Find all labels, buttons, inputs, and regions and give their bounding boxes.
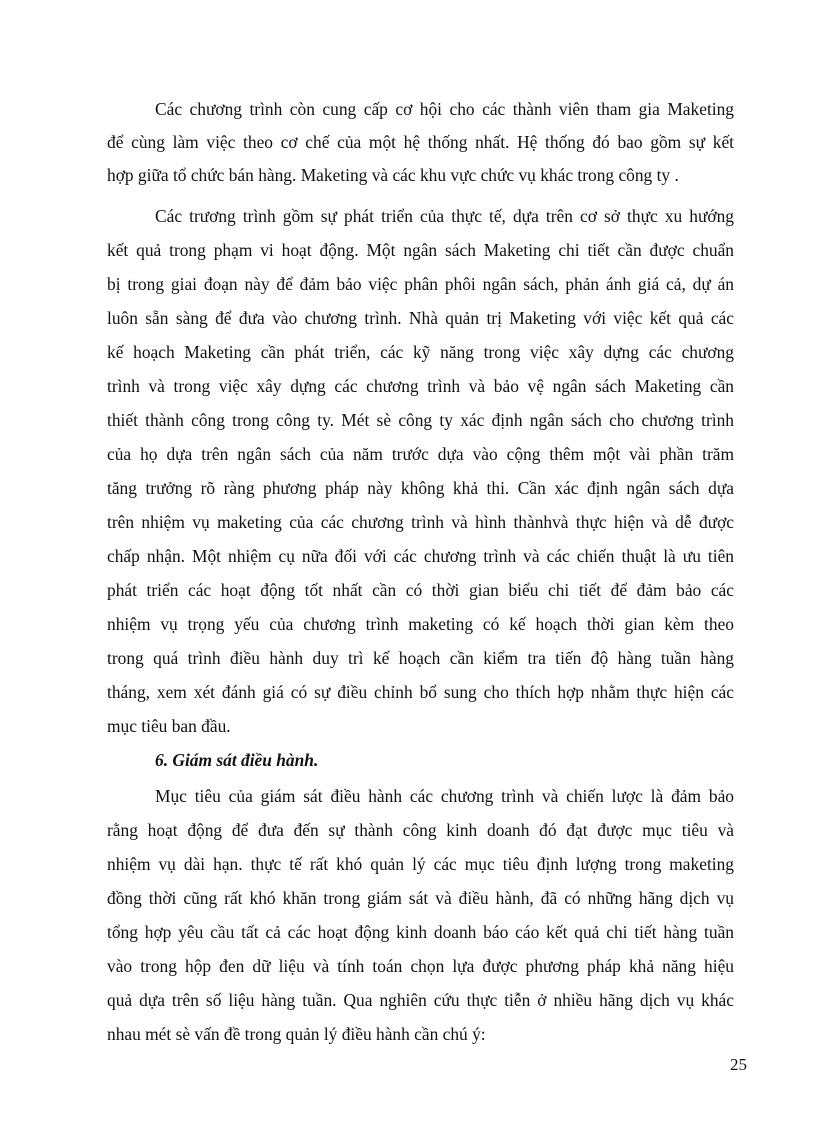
paragraph-3-line-7: quả dựa trên số liệu hàng tuần. Qua nghiên cứu thực tiễn ở nhiều hãng dịch vụ khác (107, 990, 734, 1010)
paragraph-3-line-3: nhiệm vụ dài hạn. thực tế rất khó quản lý các mục tiêu định lượng trong maketing (107, 854, 734, 874)
paragraph-1-line-3: hợp giữa tổ chức bán hàng. Maketing và các khu vực chức vụ khác trong công ty . (107, 165, 679, 185)
paragraph-2-line-14: trong quá trình điều hành duy trì kế hoạch cần kiểm tra tiến độ hàng tuần hàng (107, 648, 734, 668)
paragraph-1-line-2: để cùng làm việc theo cơ chế của một hệ thống nhất. Hệ thống đó bao gồm sự kết (107, 132, 734, 152)
paragraph-2-line-15: tháng, xem xét đánh giá có sự điều chỉnh bổ sung cho thích hợp nhằm thực hiện các (107, 682, 734, 702)
paragraph-2-line-4: luôn sẵn sàng để đưa vào chương trình. Nhà quản trị Maketing với việc kết quả các (107, 308, 734, 328)
paragraph-2-line-7: thiết thành công trong công ty. Mét sè công ty xác định ngân sách cho chương trình (107, 410, 734, 430)
paragraph-2-line-5: kế hoạch Maketing cần phát triển, các kỹ năng trong việc xây dựng các chương (107, 342, 734, 362)
paragraph-2-line-11: chấp nhận. Một nhiệm cụ nữa đối với các chương trình và các chiến thuật là ưu tiên (107, 546, 734, 566)
paragraph-3-line-1: Mục tiêu của giám sát điều hành các chương trình và chiến lược là đảm bảo (155, 786, 734, 806)
paragraph-2-line-12: phát triển các hoạt động tốt nhất cần có thời gian biểu chi tiết để đảm bảo các (107, 580, 734, 600)
paragraph-2-line-13: nhiệm vụ trọng yếu của chương trình maketing có kế hoạch thời gian kèm theo (107, 614, 734, 634)
paragraph-2-line-10: trên nhiệm vụ maketing của các chương trình và hình thànhvà thực hiện và dễ được (107, 512, 734, 532)
paragraph-2-line-1: Các trương trình gồm sự phát triển của thực tế, dựa trên cơ sở thực xu hướng (155, 206, 734, 226)
paragraph-3-line-5: tổng hợp yêu cầu tất cả các hoạt động kinh doanh báo cáo kết quả chi tiết hàng tuần (107, 922, 734, 942)
paragraph-3-line-4: đồng thời cũng rất khó khăn trong giám sát và điều hành, đã có những hãng dịch vụ (107, 888, 734, 908)
paragraph-2-line-3: bị trong giai đoạn này để đảm bảo việc phân phôi ngân sách, phản ánh giá cả, dự án (107, 274, 734, 294)
paragraph-1-line-1: Các chương trình còn cung cấp cơ hội cho các thành viên tham gia Maketing (155, 99, 734, 119)
paragraph-2-line-8: của họ dựa trên ngân sách của năm trước dựa vào cộng thêm một vài phần trăm (107, 444, 734, 464)
paragraph-3-line-2: rằng hoạt động để đưa đến sự thành công kinh doanh đó đạt được mục tiêu và (107, 820, 734, 840)
paragraph-2-line-16: mục tiêu ban đầu. (107, 716, 231, 736)
paragraph-2-line-2: kết quả trong phạm vi hoạt động. Một ngân sách Maketing chi tiết cần được chuẩn (107, 240, 734, 260)
page-number: 25 (730, 1055, 747, 1074)
paragraph-3-line-8: nhau mét sè vấn đề trong quản lý điều hành cần chú ý: (107, 1024, 486, 1044)
section-heading: 6. Giám sát điều hành. (155, 750, 319, 770)
paragraph-2-line-9: tăng trưởng rõ ràng phương pháp này không khả thi. Cần xác định ngân sách dựa (107, 478, 734, 498)
paragraph-3-line-6: vào trong hộp đen dữ liệu và tính toán chọn lựa được phương pháp khả năng hiệu (107, 956, 734, 976)
paragraph-2-line-6: trình và trong việc xây dựng các chương trình và bảo vệ ngân sách Maketing cần (107, 376, 734, 396)
